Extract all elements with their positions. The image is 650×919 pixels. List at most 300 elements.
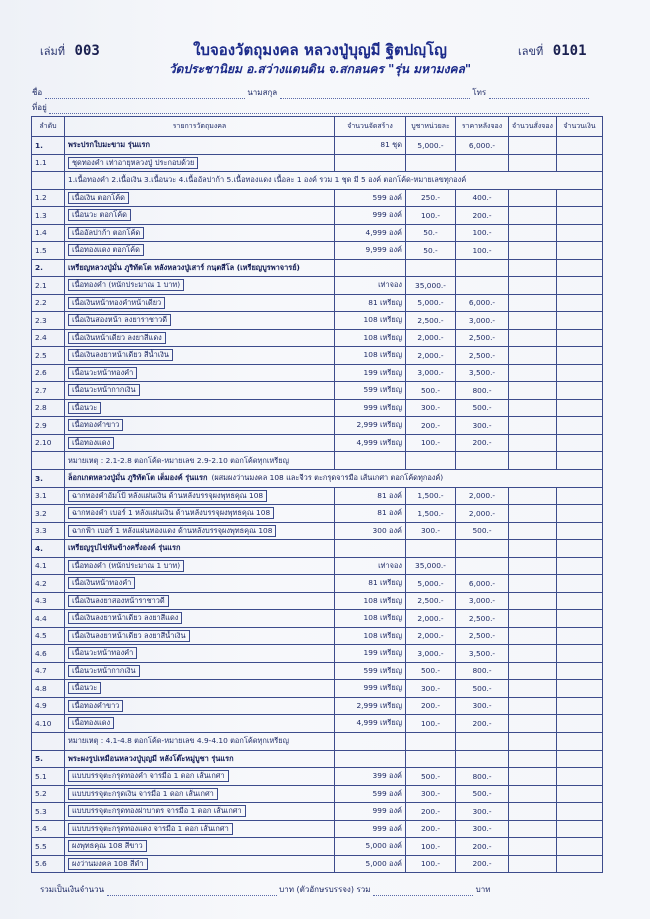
row-number: 1.3 (32, 207, 65, 225)
row-item-name (65, 855, 335, 873)
row-qty-cell (335, 452, 406, 470)
row-amount-input[interactable] (557, 750, 603, 768)
item-name-text: ฉากทองคำอัมโป้ หลังแผ่นเงิน ด้านหลังบรรจุผงพุทธคุณ 108 (68, 490, 267, 502)
row-qty-cell: 999 เหรียญ (335, 399, 406, 417)
row-number (32, 732, 65, 750)
row-item-name (65, 785, 335, 803)
address-field[interactable] (49, 103, 589, 114)
row-qty-cell: เท่าจอง (335, 557, 406, 575)
row-price-cell: 100.- (406, 838, 456, 856)
row-after-cell: 6,000.- (456, 575, 509, 593)
row-order-input[interactable] (509, 154, 557, 172)
table-row (32, 575, 603, 593)
name-row (32, 86, 602, 99)
name-label: ชื่อ (32, 88, 43, 97)
row-after-cell (456, 540, 509, 558)
row-after-cell: 300.- (456, 697, 509, 715)
row-after-cell: 800.- (456, 662, 509, 680)
row-after-cell: 800.- (456, 768, 509, 786)
row-order-input[interactable] (509, 329, 557, 347)
baht-end-label: บาท (475, 885, 491, 894)
row-after-cell: 6,000.- (456, 294, 509, 312)
row-item-name (65, 680, 335, 698)
row-item-name (65, 364, 335, 382)
row-price-cell: 100.- (406, 207, 456, 225)
total-words-field[interactable] (373, 885, 473, 896)
row-amount-cell (557, 732, 603, 750)
row-item-name (65, 242, 335, 260)
row-number (32, 172, 65, 190)
row-order-input[interactable] (509, 294, 557, 312)
row-amount-input[interactable] (557, 540, 603, 558)
row-number: 4.7 (32, 662, 65, 680)
row-number: 2.5 (32, 347, 65, 365)
row-number: 2.10 (32, 434, 65, 452)
table-row (32, 242, 603, 260)
row-order-input[interactable] (509, 207, 557, 225)
row-order-input[interactable] (509, 680, 557, 698)
row-number: 4.6 (32, 645, 65, 663)
row-order-input[interactable] (509, 592, 557, 610)
row-qty-cell: 108 เหรียญ (335, 610, 406, 628)
row-qty-cell: 999 องค์ (335, 820, 406, 838)
item-name-text: เนื้อนวะ (68, 682, 101, 694)
row-order-input[interactable] (509, 399, 557, 417)
row-item-name (65, 417, 335, 435)
row-after-cell: 3,500.- (456, 645, 509, 663)
row-number: 1.2 (32, 189, 65, 207)
row-qty-cell: 999 เหรียญ (335, 680, 406, 698)
row-number: 2.9 (32, 417, 65, 435)
row-number: 5.1 (32, 768, 65, 786)
row-price-cell: 2,000.- (406, 610, 456, 628)
row-qty-cell: 2,999 เหรียญ (335, 697, 406, 715)
table-row (32, 838, 603, 856)
row-amount-input[interactable] (557, 592, 603, 610)
col-amount-header: จำนวนเงิน (557, 117, 603, 137)
row-after-cell: 500.- (456, 522, 509, 540)
row-after-cell (456, 732, 509, 750)
row-qty-cell: 599 องค์ (335, 189, 406, 207)
item-name-text: เนื้อนวะ ตอกโค้ด (68, 209, 131, 221)
item-name-text: เหรียญรูปไข่หันข้างครึ่งองค์ รุ่นแรก (68, 543, 181, 553)
row-item-name (65, 557, 335, 575)
row-order-input[interactable] (509, 575, 557, 593)
section-title: ล็อกเกตหลวงปู่มั่น ภูริทัตโต เต็มองค์ รุ่นแรก (68, 473, 208, 483)
table-row (32, 487, 603, 505)
section-row (32, 137, 603, 155)
row-order-input[interactable] (509, 557, 557, 575)
row-amount-input[interactable] (557, 820, 603, 838)
row-after-cell: 2,000.- (456, 487, 509, 505)
row-order-input[interactable] (509, 750, 557, 768)
row-after-cell: 3,000.- (456, 312, 509, 330)
table-row (32, 627, 603, 645)
row-item-name (65, 189, 335, 207)
table-row (32, 768, 603, 786)
item-name-text: เนื้อทองคำขาว (68, 700, 123, 712)
row-after-cell: 2,500.- (456, 627, 509, 645)
row-note-text: หมายเหตุ : 4.1-4.8 ตอกโค้ด-หมายเลข 4.9-4.10 ตอกโค้ดทุกเหรียญ (65, 732, 335, 750)
row-amount-input[interactable] (557, 785, 603, 803)
row-after-cell: 200.- (456, 838, 509, 856)
col-qty-header: จำนวนจัดสร้าง (335, 117, 406, 137)
table-row (32, 154, 603, 172)
row-amount-input[interactable] (557, 189, 603, 207)
row-qty-cell: 81 เหรียญ (335, 294, 406, 312)
row-order-input[interactable] (509, 259, 557, 277)
row-number: 3.2 (32, 505, 65, 523)
item-name-text: เนื้อเงินหน้าทองคำ (68, 577, 135, 589)
row-order-input[interactable] (509, 697, 557, 715)
row-item-name (65, 803, 335, 821)
row-qty-cell (335, 259, 406, 277)
row-item-name (65, 697, 335, 715)
row-price-cell: 300.- (406, 785, 456, 803)
row-number: 5. (32, 750, 65, 768)
row-order-input[interactable] (509, 382, 557, 400)
row-price-cell: 5,000.- (406, 137, 456, 155)
table-row (32, 294, 603, 312)
row-note-text: หมายเหตุ : 2.1-2.8 ตอกโค้ด-หมายเลข 2.9-2.10 ตอกโค้ดทุกเหรียญ (65, 452, 335, 470)
surname-field[interactable] (280, 88, 470, 99)
row-item-name (65, 434, 335, 452)
row-order-input[interactable] (509, 434, 557, 452)
row-amount-input[interactable] (557, 224, 603, 242)
row-qty-cell: 108 เหรียญ (335, 329, 406, 347)
table-row (32, 172, 603, 190)
row-amount-input[interactable] (557, 329, 603, 347)
row-after-cell (456, 277, 509, 295)
row-order-input[interactable] (509, 838, 557, 856)
row-item-name (65, 750, 335, 768)
row-amount-input[interactable] (557, 697, 603, 715)
row-after-cell: 800.- (456, 382, 509, 400)
row-after-cell: 2,500.- (456, 610, 509, 628)
row-amount-input[interactable] (557, 312, 603, 330)
item-name-text: เนื้อเงินหน้าทองคำหน้าเดียว (68, 297, 165, 309)
row-amount-input[interactable] (557, 680, 603, 698)
row-number: 2.1 (32, 277, 65, 295)
row-number: 2.7 (32, 382, 65, 400)
table-row (32, 399, 603, 417)
table-row (32, 785, 603, 803)
row-price-cell: 300.- (406, 522, 456, 540)
table-row (32, 207, 603, 225)
row-amount-input[interactable] (557, 557, 603, 575)
row-number: 5.2 (32, 785, 65, 803)
row-after-cell: 500.- (456, 680, 509, 698)
row-order-input[interactable] (509, 855, 557, 873)
row-qty-cell (335, 732, 406, 750)
total-amount-field[interactable] (107, 885, 277, 896)
section-row (32, 259, 603, 277)
table-row (32, 434, 603, 452)
item-name-text: เนื้อทองคำ (หนักประมาณ 1 บาท) (68, 560, 184, 572)
row-qty-cell: 599 เหรียญ (335, 662, 406, 680)
row-qty-cell: 2,999 เหรียญ (335, 417, 406, 435)
row-price-cell: 50.- (406, 224, 456, 242)
row-order-input[interactable] (509, 312, 557, 330)
row-qty-cell: 81 ชุด (335, 137, 406, 155)
row-order-input[interactable] (509, 645, 557, 663)
row-amount-input[interactable] (557, 855, 603, 873)
row-order-input[interactable] (509, 277, 557, 295)
row-after-cell: 200.- (456, 207, 509, 225)
row-amount-input[interactable] (557, 575, 603, 593)
row-price-cell: 250.- (406, 189, 456, 207)
item-name-text: เนื้อทองแดง (68, 437, 114, 449)
col-item-header: รายการวัตถุมงคล (65, 117, 335, 137)
row-order-input[interactable] (509, 242, 557, 260)
item-name-text: เนื้อทองคำขาว (68, 419, 123, 431)
row-price-cell: 200.- (406, 820, 456, 838)
row-price-cell: 500.- (406, 382, 456, 400)
section-extra-note: (ผสมผงว่านมงคล 108 และจีวร ตะกรุดจารมือ เส้นเกศา ตอกโค้ดทุกองค์) (211, 473, 444, 483)
row-amount-input[interactable] (557, 522, 603, 540)
row-item-name (65, 347, 335, 365)
row-price-cell: 5,000.- (406, 294, 456, 312)
form-title: ใบจองวัตถุมงคล หลวงปู่บุญมี ฐิตปญฺโญ (193, 41, 447, 59)
row-item-name (65, 838, 335, 856)
table-row (32, 557, 603, 575)
row-order-input[interactable] (509, 137, 557, 155)
row-order-input[interactable] (509, 820, 557, 838)
row-order-input[interactable] (509, 364, 557, 382)
row-after-cell: 500.- (456, 785, 509, 803)
row-number: 5.5 (32, 838, 65, 856)
table-row (32, 820, 603, 838)
row-amount-input[interactable] (557, 294, 603, 312)
row-order-input[interactable] (509, 610, 557, 628)
row-amount-input[interactable] (557, 154, 603, 172)
row-order-input[interactable] (509, 224, 557, 242)
row-after-cell: 400.- (456, 189, 509, 207)
row-number: 3. (32, 470, 65, 488)
table-row (32, 312, 603, 330)
row-after-cell: 100.- (456, 224, 509, 242)
row-order-input[interactable] (509, 785, 557, 803)
section-row (32, 470, 603, 488)
row-after-cell: 300.- (456, 803, 509, 821)
row-after-cell: 500.- (456, 399, 509, 417)
col-no-header: ลำดับ (32, 117, 65, 137)
row-item-name (65, 662, 335, 680)
row-price-cell: 100.- (406, 715, 456, 733)
row-price-cell (406, 452, 456, 470)
row-amount-input[interactable] (557, 417, 603, 435)
note-row (32, 452, 603, 470)
row-item-name (65, 627, 335, 645)
row-order-input[interactable] (509, 189, 557, 207)
book-number-label: เล่มที่ (40, 45, 66, 58)
row-qty-cell: 199 เหรียญ (335, 645, 406, 663)
table-row (32, 522, 603, 540)
row-amount-input[interactable] (557, 347, 603, 365)
row-qty-cell: 999 องค์ (335, 207, 406, 225)
row-number: 5.6 (32, 855, 65, 873)
row-number: 1.5 (32, 242, 65, 260)
row-item-name (65, 522, 335, 540)
row-qty-cell: 300 องค์ (335, 522, 406, 540)
row-price-cell: 2,500.- (406, 592, 456, 610)
row-number: 2.6 (32, 364, 65, 382)
table-row (32, 189, 603, 207)
row-price-cell: 35,000.- (406, 277, 456, 295)
row-order-input[interactable] (509, 803, 557, 821)
row-amount-input[interactable] (557, 803, 603, 821)
row-qty-cell: 4,999 องค์ (335, 224, 406, 242)
row-amount-input[interactable] (557, 242, 603, 260)
row-number: 2.8 (32, 399, 65, 417)
row-number: 3.1 (32, 487, 65, 505)
table-row (32, 364, 603, 382)
item-name-text: เนื้อเงินลงยาสองหน้าราชาวดี (68, 595, 169, 607)
row-amount-input[interactable] (557, 137, 603, 155)
row-qty-cell: 81 เหรียญ (335, 575, 406, 593)
row-amount-input[interactable] (557, 434, 603, 452)
row-amount-input[interactable] (557, 610, 603, 628)
row-number: 1.4 (32, 224, 65, 242)
row-price-cell: 200.- (406, 803, 456, 821)
row-order-input[interactable] (509, 417, 557, 435)
row-item-name (65, 154, 335, 172)
surname-label: นามสกุล (247, 88, 278, 97)
row-amount-input[interactable] (557, 662, 603, 680)
row-number: 4.10 (32, 715, 65, 733)
row-number: 3.3 (32, 522, 65, 540)
book-number-value: 003 (74, 43, 100, 59)
row-amount-input[interactable] (557, 277, 603, 295)
table-row (32, 803, 603, 821)
row-amount-input[interactable] (557, 505, 603, 523)
col-order-header: จำนวนสั่งจอง (509, 117, 557, 137)
form-number-value: 0101 (552, 43, 587, 59)
footer-total-row (40, 883, 610, 896)
row-amount-input[interactable] (557, 259, 603, 277)
item-name-text: เนื้ออัลปาก้า ตอกโค้ด (68, 227, 144, 239)
item-name-text: ผงพุทธคุณ 108 สีขาว (68, 840, 147, 852)
row-qty-cell: 9,999 องค์ (335, 242, 406, 260)
row-amount-input[interactable] (557, 207, 603, 225)
table-row (32, 382, 603, 400)
row-amount-cell (557, 452, 603, 470)
row-number: 4.8 (32, 680, 65, 698)
row-qty-cell: 4,999 เหรียญ (335, 434, 406, 452)
row-item-name (65, 575, 335, 593)
row-order-input[interactable] (509, 715, 557, 733)
row-number (32, 452, 65, 470)
row-item-name (65, 277, 335, 295)
row-qty-cell: 81 องค์ (335, 487, 406, 505)
row-amount-input[interactable] (557, 487, 603, 505)
item-name-text: แบบบรรจุตะกรุดทองแดง จารมือ 1 ดอก เส้นเกศา (68, 823, 233, 835)
row-qty-cell: 5,000 องค์ (335, 838, 406, 856)
row-item-name (65, 399, 335, 417)
row-qty-cell: 599 องค์ (335, 785, 406, 803)
section-row (32, 750, 603, 768)
row-price-cell (406, 154, 456, 172)
row-price-cell (406, 540, 456, 558)
row-item-name (65, 645, 335, 663)
row-price-cell: 2,000.- (406, 329, 456, 347)
row-number: 5.3 (32, 803, 65, 821)
row-order-input[interactable] (509, 487, 557, 505)
row-after-cell: 300.- (456, 417, 509, 435)
row-price-cell: 1,500.- (406, 487, 456, 505)
row-order-input[interactable] (509, 347, 557, 365)
row-after-cell (456, 154, 509, 172)
row-amount-input[interactable] (557, 838, 603, 856)
row-item-name (65, 224, 335, 242)
row-item-name (65, 487, 335, 505)
row-number: 4.2 (32, 575, 65, 593)
row-price-cell: 300.- (406, 680, 456, 698)
row-amount-input[interactable] (557, 645, 603, 663)
item-name-text: ผงว่านมงคล 108 สีดำ (68, 858, 148, 870)
row-order-input[interactable] (509, 768, 557, 786)
row-order-input[interactable] (509, 662, 557, 680)
row-order-cell (509, 732, 557, 750)
row-price-cell: 5,000.- (406, 575, 456, 593)
row-amount-input[interactable] (557, 399, 603, 417)
item-name-text: ฉากฟ้า เบอร์ 1 หลังแผ่นทองแดง ด้านหลังบรรจุผงพุทธคุณ 108 (68, 525, 276, 537)
row-after-cell: 2,000.- (456, 505, 509, 523)
row-after-cell: 200.- (456, 715, 509, 733)
row-price-cell: 200.- (406, 417, 456, 435)
row-qty-cell: 199 เหรียญ (335, 364, 406, 382)
row-order-input[interactable] (509, 505, 557, 523)
row-number: 2. (32, 259, 65, 277)
row-order-input[interactable] (509, 522, 557, 540)
row-amount-input[interactable] (557, 768, 603, 786)
row-after-cell: 3,500.- (456, 364, 509, 382)
row-amount-input[interactable] (557, 627, 603, 645)
row-order-input[interactable] (509, 540, 557, 558)
row-number: 1.1 (32, 154, 65, 172)
row-number: 4.1 (32, 557, 65, 575)
address-label: ที่อยู่ (32, 103, 47, 112)
name-field[interactable] (45, 88, 245, 99)
row-qty-cell: 599 เหรียญ (335, 382, 406, 400)
row-order-input[interactable] (509, 627, 557, 645)
row-price-cell: 300.- (406, 399, 456, 417)
row-after-cell: 2,500.- (456, 347, 509, 365)
row-after-cell (456, 259, 509, 277)
baht-words-label: บาท (ตัวอักษรบรรจง) รวม (279, 885, 371, 894)
row-item-name (65, 470, 603, 488)
item-name-text: เนื้อทองคำ (หนักประมาณ 1 บาท) (68, 279, 184, 291)
book-number (40, 42, 100, 60)
row-item-name (65, 329, 335, 347)
phone-field[interactable] (489, 88, 589, 99)
item-name-text: เนื้อเงินลงยาหน้าเดียว สีน้ำเงิน (68, 349, 173, 361)
row-item-name (65, 207, 335, 225)
row-amount-input[interactable] (557, 364, 603, 382)
row-price-cell: 100.- (406, 434, 456, 452)
row-amount-input[interactable] (557, 715, 603, 733)
table-row (32, 277, 603, 295)
row-qty-cell: 4,999 เหรียญ (335, 715, 406, 733)
row-price-cell: 35,000.- (406, 557, 456, 575)
table-row (32, 680, 603, 698)
table-row (32, 855, 603, 873)
table-row (32, 417, 603, 435)
row-number: 4. (32, 540, 65, 558)
row-price-cell: 2,000.- (406, 347, 456, 365)
row-after-cell: 3,000.- (456, 592, 509, 610)
row-amount-input[interactable] (557, 382, 603, 400)
